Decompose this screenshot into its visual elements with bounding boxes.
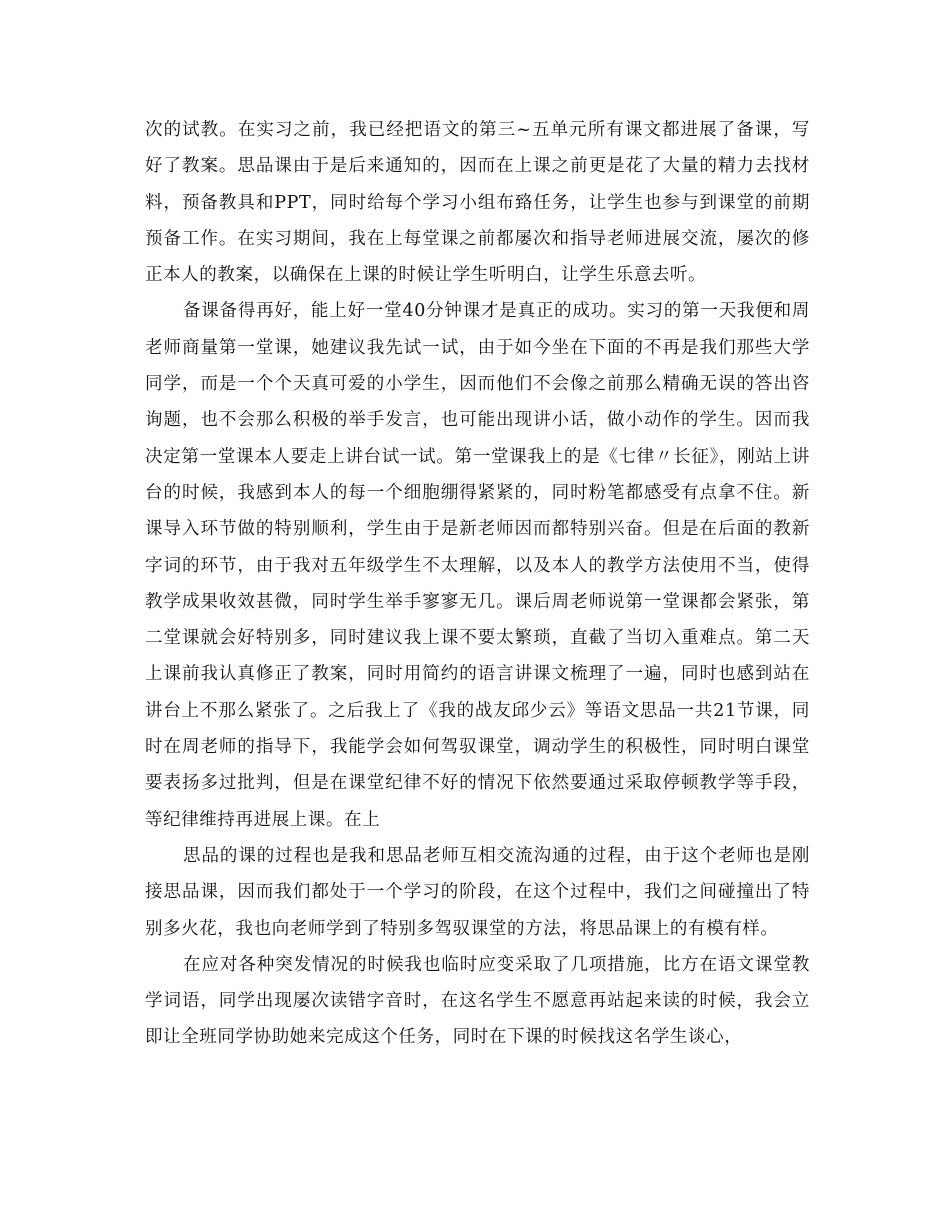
paragraph-2: 备课备得再好，能上好一堂40分钟课才是真正的成功。实习的第一天我便和周老师商量第一堂课，她建议我先试一试，由于如今坐在下面的不再是我们那些大学同学，而是一个个天真可爱的小学生，因而他们不会像之前那么精确无误的答出咨询题，也不会那么积极的举手发言，也可能出现讲小话，做小动作的学生。因而我决定第一堂课本人要走上讲台试一试。第一堂课我上的是《七律〃长征》，刚站上讲台的时候，我感到本人的每一个细胞绷得紧紧的，同时粉笔都感受有点拿不住。新课导入环节做的特别顺利，学生由于是新老师因而都特别兴奋。但是在后面的教新字词的环节，由于我对五年级学生不太理解，以及本人的教学方法使用不当，使得教学成果收效甚微，同时学生举手寥寥无几。课后周老师说第一堂课都会紧张，第二堂课就会好特别多，同时建议我上课不要太繁琐，直截了当切入重难点。第二天上课前我认真修正了教案，同时用简约的语言讲课文梳理了一遍，同时也感到站在讲台上不那么紧张了。之后我上了《我的战友邱少云》等语文思品一共21节课，同时在周老师的指导下，我能学会如何驾驭课堂，调动学生的积极性，同时明白课堂要表扬多过批判，但是在课堂纪律不好的情况下依然要通过采取停顿教学等手段，等纪律维持再进展上课。在上 xyxy=(145,301,810,830)
paragraph-1: 次的试教。在实习之前，我已经把语文的第三~五单元所有课文都进展了备课，写好了教案。思品课由于是后来通知的，因而在上课之前更是花了大量的精力去找材料，预备教具和PPT，同时给每个学习小组布臵任务，让学生也参与到课堂的前期预备工作。在实习期间，我在上每堂课之前都屡次和指导老师进展交流，屡次的修正本人的教案，以确保在上课的时候让学生听明白，让学生乐意去听。 xyxy=(145,120,810,286)
paragraph-4: 在应对各种突发情况的时候我也临时应变采取了几项措施，比方在语文课堂教学词语，同学出现屡次读错字音时，在这名学生不愿意再站起来读的时候，我会立即让全班同学协助她来完成这个任务，同时在下课的时候找这名学生谈心， xyxy=(145,954,810,1048)
document-body xyxy=(145,112,810,1056)
paragraph-3: 思品的课的过程也是我和思品老师互相交流沟通的过程，由于这个老师也是刚接思品课，因而我们都处于一个学习的阶段，在这个过程中，我们之间碰撞出了特别多火花，我也向老师学到了特别多驾驭课堂的方法，将思品课上的有模有样。 xyxy=(145,845,810,939)
